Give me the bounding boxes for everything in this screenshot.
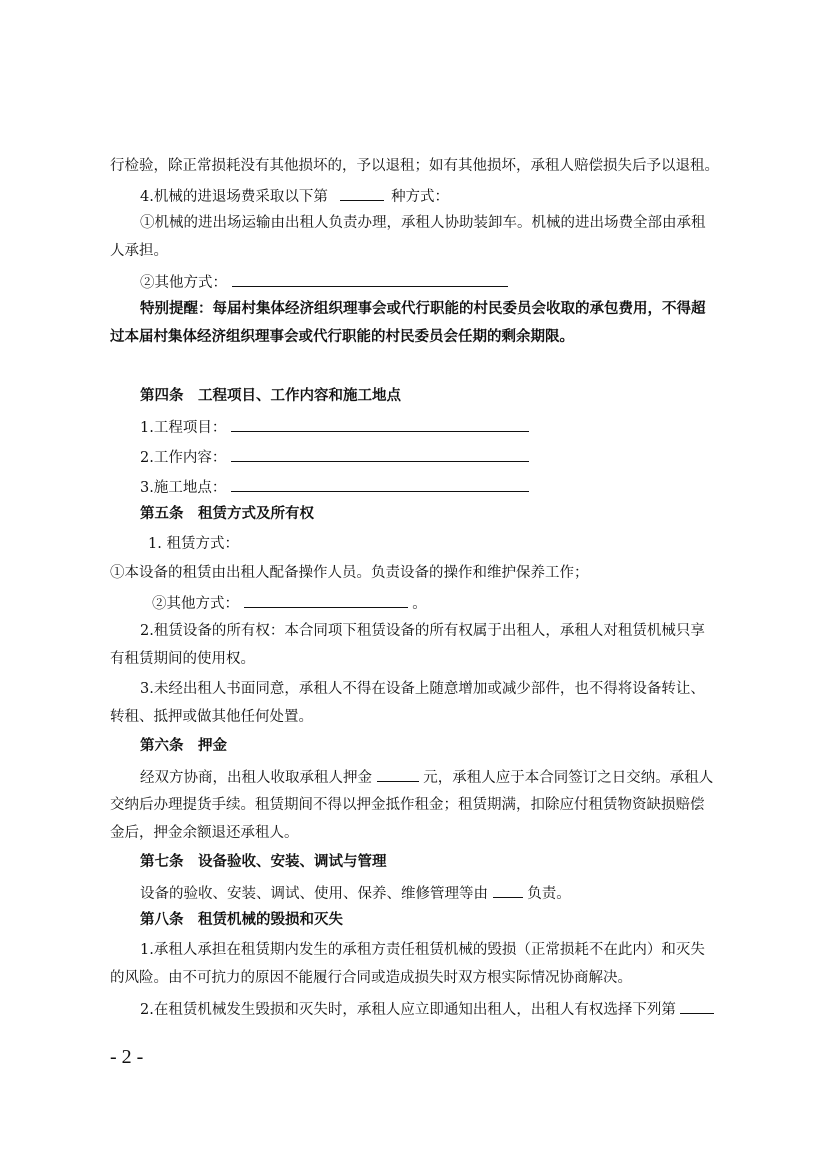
project-blank[interactable] (231, 416, 529, 432)
article4-site-field: 3.施工地点： (140, 476, 529, 498)
article7-title: 第七条 设备验收、安装、调试与管理 (140, 853, 387, 870)
item4-option1-line2: 人承担。 (110, 243, 168, 259)
article3-item3-continuation: 行检验，除正常损耗没有其他损坏的，予以退租；如有其他损坏，承租人赔偿损失后予以退租。 (110, 158, 719, 174)
special-reminder-line1: 特别提醒：每届村集体经济组织理事会或代行职能的村民委员会收取的承包费用，不得超 (140, 300, 706, 317)
article8-item1-line1: 1.承租人承担在租赁期内发生的承租方责任租赁机械的毁损（正常损耗不在此内）和灭失 (140, 942, 705, 958)
article5-mode-option2: ②其他方式： 。 (152, 592, 427, 614)
article5-consent-line2: 转租、抵押或做其他任何处置。 (110, 709, 313, 725)
article7-line1: 设备的验收、安装、调试、使用、保养、维修管理等由 负责。 (140, 882, 571, 904)
article5-ownership-line2: 有租赁期间的使用权。 (110, 651, 255, 667)
item4-choice-blank[interactable] (340, 185, 384, 201)
article4-title: 第四条 工程项目、工作内容和施工地点 (140, 387, 401, 404)
article5-consent-line1: 3.未经出租人书面同意，承租人不得在设备上随意增加或减少部件，也不得将设备转让、 (140, 681, 705, 697)
article4-work-content-field: 2.工作内容： (140, 446, 529, 468)
responsible-party-blank[interactable] (493, 882, 523, 898)
rental-other-method-blank[interactable] (244, 592, 408, 608)
article5-mode-heading: 1. 租赁方式： (148, 536, 239, 552)
article8-item1-line2: 的风险。由不可抗力的原因不能履行合同或造成损失时双方根实际情况协商解决。 (110, 970, 632, 986)
article6-line1: 经双方协商，出租人收取承租人押金 元，承租人应于本合同签订之日交纳。承租人 (140, 766, 713, 788)
deposit-amount-blank[interactable] (377, 766, 419, 782)
article8-title: 第八条 租赁机械的毁损和灭失 (140, 911, 343, 928)
page-number: - 2 - (110, 1046, 144, 1068)
site-blank[interactable] (231, 476, 529, 492)
option-choice-blank[interactable] (680, 998, 714, 1014)
item4-option2: ②其他方式： (140, 271, 508, 293)
article5-mode-option1: ①本设备的租赁由出租人配备操作人员。负责设备的操作和维护保养工作； (110, 565, 589, 581)
article4-project-field: 1.工程项目： (140, 416, 529, 438)
article6-line3: 金后，押金余额退还承租人。 (110, 825, 299, 841)
article5-title: 第五条 租赁方式及所有权 (140, 505, 314, 522)
article6-line2: 交纳后办理提货手续。租赁期间不得以押金抵作租金；租赁期满，扣除应付租赁物资缺损赔偿 (110, 797, 705, 813)
item4-other-method-blank[interactable] (232, 271, 508, 287)
item4-option1-line1: ①机械的进出场运输由出租人负责办理，承租人协助装卸车。机械的进出场费全部由承租 (140, 215, 706, 231)
article5-ownership-line1: 2.租赁设备的所有权：本合同项下租赁设备的所有权属于出租人，承租人对租赁机械只享 (140, 623, 705, 639)
article3-item4: 4.机械的进退场费采取以下第 种方式： (140, 185, 449, 207)
work-content-blank[interactable] (231, 446, 529, 462)
article8-item2-line1: 2.在租赁机械发生毁损和灭失时，承租人应立即通知出租人，出租人有权选择下列第 (140, 998, 714, 1020)
article6-title: 第六条 押金 (140, 737, 227, 754)
special-reminder-line2: 过本届村集体经济组织理事会或代行职能的村民委员会任期的剩余期限。 (110, 328, 574, 345)
